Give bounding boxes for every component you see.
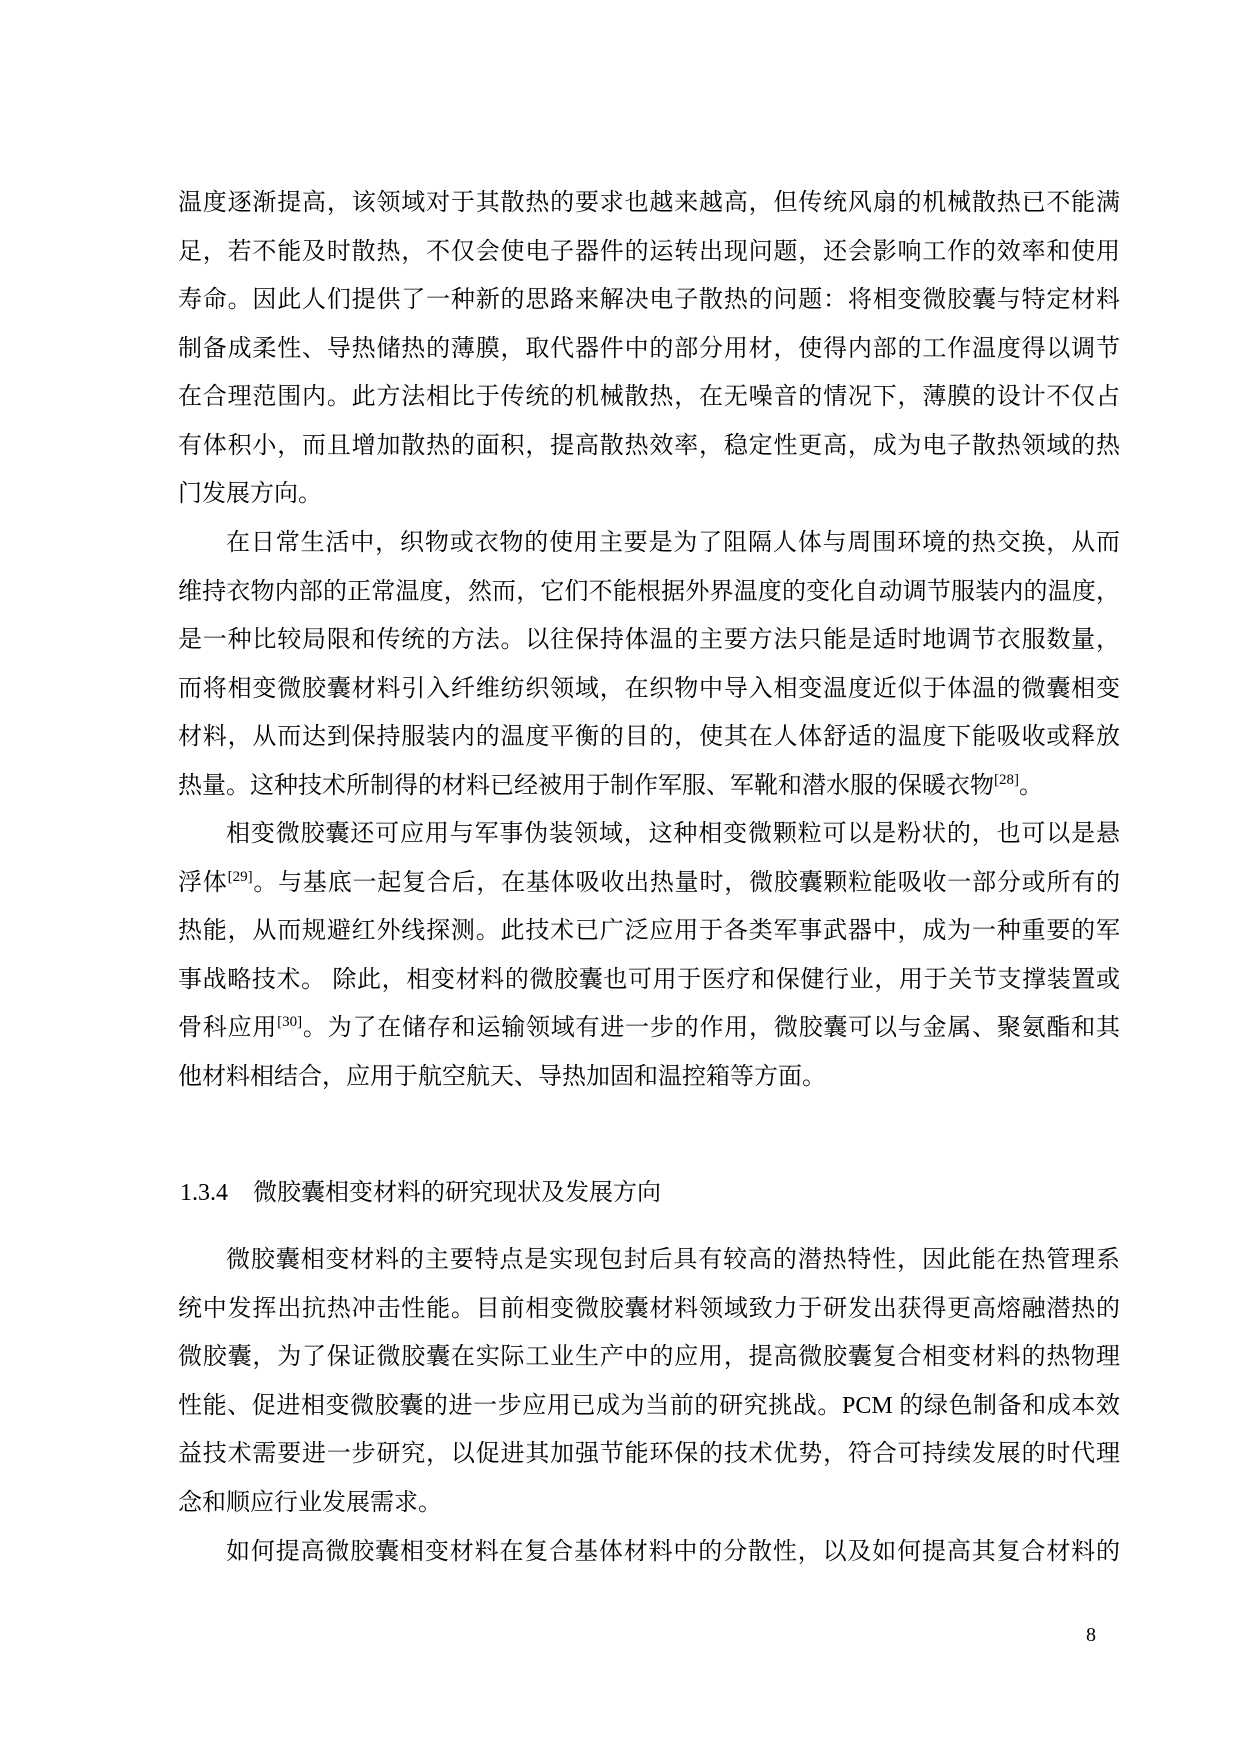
text-segment: 相变微胶囊还可应用与军事伪装领域，这种相变微颗粒可以是粉状的，也可以是悬 bbox=[226, 821, 1120, 847]
text-segment: 有体积小，而且增加散热的面积，提高散热效率，稳定性更高，成为电子散热领域的热 bbox=[178, 432, 1120, 459]
text-segment: 骨科应用 bbox=[178, 1015, 278, 1041]
text-segment: 。为了在储存和运输领域有进一步的作用，微胶囊可以与金属、聚氨酯和其 bbox=[302, 1015, 1121, 1041]
citation-ref: [30] bbox=[277, 1014, 303, 1030]
text-segment: 微胶囊，为了保证微胶囊在实际工业生产中的应用，提高微胶囊复合相变材料的热物理 bbox=[178, 1344, 1120, 1370]
text-line bbox=[178, 422, 1120, 470]
citation-ref: [29] bbox=[227, 868, 253, 885]
text-segment: 在日常生活中，织物或衣物的使用主要是为了阻隔人体与周围环境的热交换，从而 bbox=[226, 530, 1120, 556]
text-line bbox=[178, 1430, 1120, 1478]
text-line bbox=[178, 276, 1120, 324]
text-line bbox=[178, 519, 1120, 567]
text-segment: 门发展方向。 bbox=[178, 481, 322, 507]
text-line bbox=[178, 179, 1120, 227]
text-line bbox=[178, 373, 1120, 421]
text-segment: 维持衣物内部的正常温度，然而，它们不能根据外界温度的变化自动调节服装内的温度， bbox=[178, 578, 1120, 605]
section-number: 1.3.4 bbox=[180, 1180, 228, 1206]
section-title: 微胶囊相变材料的研究现状及发展方向 bbox=[253, 1180, 661, 1206]
text-segment: 微胶囊相变材料的主要特点是实现包封后具有较高的潜热特性，因此能在热管理系 bbox=[226, 1247, 1120, 1273]
text-segment: 事战略技术。 除此，相变材料的微胶囊也可用于医疗和保健行业，用于关节支撑装置或 bbox=[178, 966, 1120, 993]
text-line bbox=[178, 1479, 1120, 1527]
page-number: 8 bbox=[1086, 1624, 1096, 1646]
text-segment: 念和顺应行业发展需求。 bbox=[178, 1489, 442, 1516]
text-segment: 足，若不能及时散热，不仅会使电子器件的运转出现问题，还会影响工作的效率和使用 bbox=[178, 238, 1120, 265]
section-heading bbox=[180, 1169, 661, 1217]
text-line bbox=[178, 616, 1120, 664]
text-line bbox=[178, 713, 1120, 761]
text-segment: 是一种比较局限和传统的方法。以往保持体温的主要方法只能是适时地调节衣服数量， bbox=[178, 627, 1120, 653]
text-line bbox=[178, 956, 1120, 1004]
text-segment: 温度逐渐提高，该领域对于其散热的要求也越来越高，但传统风扇的机械散热已不能满 bbox=[178, 190, 1120, 216]
text-line bbox=[178, 665, 1120, 713]
text-segment: 材料，从而达到保持服装内的温度平衡的目的，使其在人体舒适的温度下能吸收或释放 bbox=[178, 724, 1120, 750]
text-line bbox=[178, 470, 1120, 518]
text-segment: 。 bbox=[1019, 772, 1043, 799]
text-segment: 他材料相结合，应用于航空航天、导热加固和温控箱等方面。 bbox=[178, 1063, 826, 1090]
text-segment: 性能、促进相变微胶囊的进一步应用已成为当前的研究挑战。PCM 的绿色制备和成本效 bbox=[178, 1392, 1120, 1419]
citation-ref: [28] bbox=[994, 771, 1019, 788]
text-line bbox=[178, 1285, 1120, 1333]
text-line bbox=[178, 568, 1120, 616]
text-line bbox=[178, 907, 1120, 955]
text-segment: 寿命。因此人们提供了一种新的思路来解决电子散热的问题：将相变微胶囊与特定材料 bbox=[178, 287, 1120, 313]
text-line bbox=[178, 228, 1120, 276]
text-segment: 统中发挥出抗热冲击性能。目前相变微胶囊材料领域致力于研发出获得更高熔融潜热的 bbox=[178, 1295, 1120, 1322]
text-segment: 而将相变微胶囊材料引入纤维纺织领域，在织物中导入相变温度近似于体温的微囊相变 bbox=[178, 675, 1120, 702]
text-line bbox=[178, 1053, 1120, 1101]
text-line bbox=[178, 859, 1120, 907]
text-segment: 浮体 bbox=[178, 869, 228, 896]
text-line bbox=[178, 1382, 1120, 1430]
text-segment: 热量。这种技术所制得的材料已经被用于制作军服、军靴和潜水服的保暖衣物 bbox=[178, 772, 994, 799]
text-line bbox=[178, 1236, 1120, 1284]
text-line bbox=[178, 325, 1120, 373]
text-segment: 。与基底一起复合后，在基体吸收出热量时，微胶囊颗粒能吸收一部分或所有的 bbox=[252, 869, 1121, 896]
text-line bbox=[178, 1333, 1120, 1381]
text-segment: 热能，从而规避红外线探测。此技术已广泛应用于各类军事武器中，成为一种重要的军 bbox=[178, 918, 1120, 944]
text-line bbox=[178, 1528, 1120, 1576]
text-line bbox=[178, 762, 1120, 810]
text-line bbox=[178, 810, 1120, 858]
text-segment: 在合理范围内。此方法相比于传统的机械散热，在无噪音的情况下，薄膜的设计不仅占 bbox=[178, 384, 1120, 410]
text-line bbox=[178, 1004, 1120, 1052]
text-segment: 制备成柔性、导热储热的薄膜，取代器件中的部分用材，使得内部的工作温度得以调节 bbox=[178, 335, 1120, 362]
text-segment: 如何提高微胶囊相变材料在复合基体材料中的分散性，以及如何提高其复合材料的 bbox=[226, 1539, 1120, 1565]
text-segment: 益技术需要进一步研究，以促进其加强节能环保的技术优势，符合可持续发展的时代理 bbox=[178, 1441, 1120, 1467]
